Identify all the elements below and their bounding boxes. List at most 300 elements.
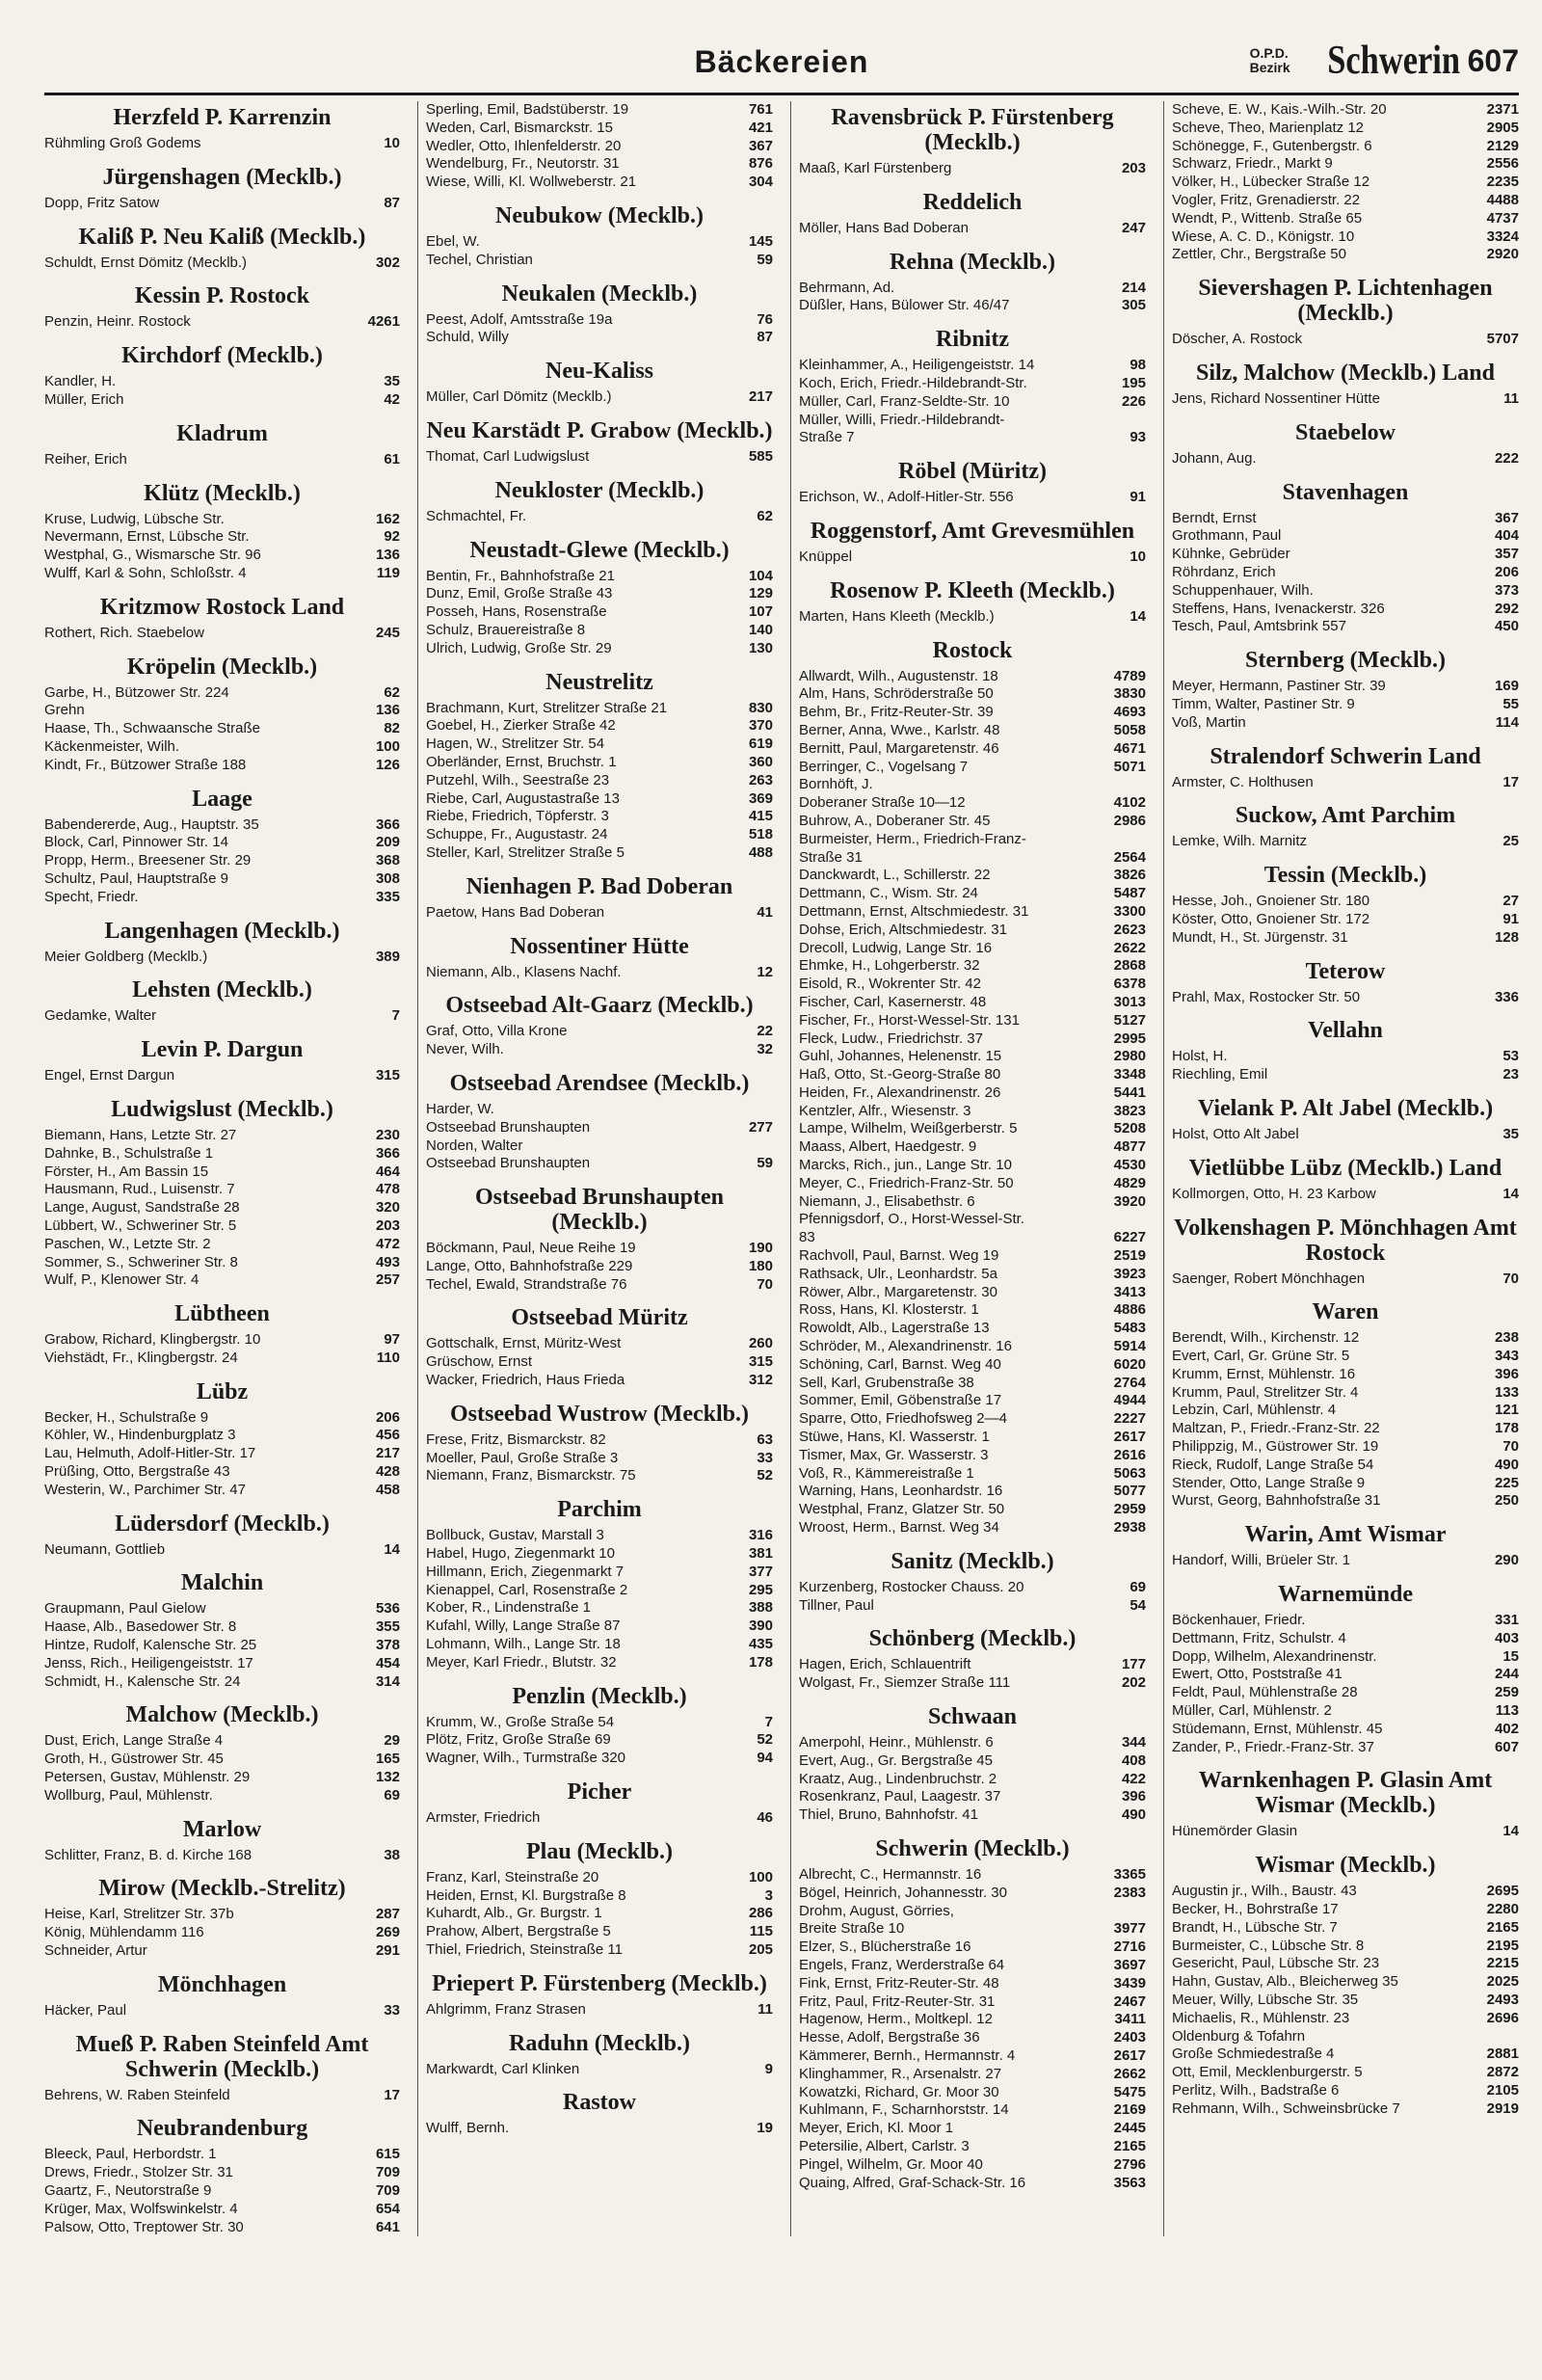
listing-entry [44, 1655, 400, 1673]
entry-name: Weden, Carl, Bismarckstr. 15 [426, 119, 613, 136]
place-heading: Mirow (Mecklb.-Strelitz) [98, 1876, 346, 1902]
entry-name: Wurst, Georg, Bahnhofstraße 31 [1172, 1492, 1381, 1510]
place-heading: Reddelich [922, 189, 1023, 215]
entry-phone: 226 [1121, 392, 1146, 410]
entry-name: Rehmann, Wilh., Schweinsbrücke 7 [1172, 2099, 1400, 2117]
entry-name: Röhrdanz, Erich [1172, 563, 1276, 580]
entry-phone: 59 [757, 1155, 773, 1172]
entry-name: Frese, Fritz, Bismarckstr. 82 [426, 1431, 606, 1448]
listing-entry [799, 849, 1146, 868]
entry-phone: 2165 [1113, 2137, 1146, 2154]
entry-name: Steller, Karl, Strelitzer Straße 5 [426, 843, 625, 861]
entry-name: Böckenhauer, Friedr. [1172, 1612, 1306, 1629]
entry-phone: 2623 [1113, 921, 1146, 938]
entry-name: Lebzin, Carl, Mühlenstr. 4 [1172, 1402, 1337, 1419]
listing-entry [1172, 678, 1519, 696]
entry-phone: 3826 [1113, 867, 1146, 884]
listing-entry [1172, 1938, 1519, 1956]
listing-entry [426, 1041, 773, 1059]
entry-phone: 876 [748, 155, 773, 173]
entry-name: Haase, Alb., Basedower Str. 8 [44, 1618, 237, 1636]
entry-name: Kleinhammer, A., Heiligengeiststr. 14 [799, 357, 1035, 374]
entry-phone: 19 [757, 2120, 773, 2137]
entry-name: Kentzler, Alfr., Wiesenstr. 3 [799, 1102, 971, 1119]
listing-entry [426, 252, 773, 270]
listing-entry [799, 1229, 1146, 1247]
listing-entry [1172, 2046, 1519, 2064]
listing-entry [799, 2011, 1146, 2029]
entry-name: Ebel, W. [426, 232, 480, 250]
listing-entry [799, 722, 1146, 740]
listing-entry [799, 1656, 1146, 1674]
place-heading: Rostock [932, 637, 1013, 663]
entry-name: Dust, Erich, Lange Straße 4 [44, 1732, 224, 1750]
entry-name: Palsow, Otto, Treptower Str. 30 [44, 2218, 244, 2235]
entry-name: Biemann, Hans, Letzte Str. 27 [44, 1126, 237, 1143]
entry-name: Wendt, P., Wittenb. Straße 65 [1172, 209, 1363, 227]
entry-phone: 136 [375, 547, 400, 564]
entry-name: Sparre, Otto, Friedhofsweg 2—4 [799, 1410, 1007, 1428]
listing-entry [426, 700, 773, 718]
listing-entry [799, 1392, 1146, 1410]
entry-name: Stender, Otto, Lange Straße 9 [1172, 1474, 1366, 1491]
entry-phone: 94 [757, 1750, 773, 1767]
listing-entry [44, 1732, 400, 1751]
place-heading: Vielank P. Alt Jabel (Mecklb.) [1197, 1095, 1494, 1121]
place-heading: Kröpelin (Mecklb.) [126, 654, 318, 680]
place-heading: Vellahn [1308, 1018, 1383, 1044]
opd-label: O.P.D. [1249, 45, 1289, 61]
entry-phone: 2616 [1113, 1446, 1146, 1463]
listing-entry [1172, 138, 1519, 156]
entry-phone: 129 [748, 585, 773, 602]
entry-name: Graupmann, Paul Gielow [44, 1600, 206, 1618]
entry-phone: 4261 [367, 313, 400, 331]
entry-phone: 4671 [1113, 739, 1146, 757]
entry-phone: 145 [748, 232, 773, 250]
listing-entry [799, 1066, 1146, 1084]
listing-entry [1172, 1126, 1519, 1144]
entry-name: Ostseebad Brunshaupten [426, 1118, 591, 1136]
entry-name: Jenss, Rich., Heiligengeiststr. 17 [44, 1654, 253, 1671]
entry-name: Fritz, Paul, Fritz-Reuter-Str. 31 [799, 1992, 996, 2010]
listing-entry [44, 1751, 400, 1769]
entry-name: Armster, Friedrich [426, 1809, 541, 1827]
listing-entry [426, 772, 773, 790]
listing-entry [426, 844, 773, 863]
entry-name: Drecoll, Ludwig, Lange Str. 16 [799, 939, 993, 956]
listing-entry [426, 2120, 773, 2138]
place-heading: Mönchhagen [157, 1971, 287, 1997]
entry-phone: 214 [1121, 279, 1146, 296]
listing-entry [44, 949, 400, 967]
entry-name: Schöning, Carl, Barnst. Weg 40 [799, 1355, 1001, 1373]
listing-entry [799, 1320, 1146, 1338]
entry-phone: 2764 [1113, 1374, 1146, 1391]
place-heading: Marlow [182, 1816, 262, 1842]
listing-entry [1172, 1612, 1519, 1630]
entry-name: Wiese, A. C. D., Königstr. 10 [1172, 227, 1355, 245]
listing-entry [1172, 714, 1519, 733]
listing-entry [799, 1103, 1146, 1121]
entry-name: Käckenmeister, Wilh. [44, 737, 180, 755]
listing-entry [799, 1993, 1146, 2012]
listing-entry [44, 1427, 400, 1445]
entry-phone: 4693 [1113, 704, 1146, 721]
listing-entry [799, 1048, 1146, 1066]
entry-phone: 4886 [1113, 1301, 1146, 1319]
listing-entry [426, 1809, 773, 1828]
entry-phone: 206 [375, 1408, 400, 1426]
listing-entry [799, 1247, 1146, 1266]
listing-entry [1172, 527, 1519, 546]
listing-entry [1172, 1955, 1519, 1973]
entry-name: Hagen, W., Strelitzer Str. 54 [426, 735, 605, 753]
entry-phone: 5127 [1113, 1011, 1146, 1029]
entry-name: Wedler, Otto, Ihlenfelderstr. 20 [426, 137, 622, 154]
entry-phone: 33 [384, 2001, 400, 2019]
entry-name: Hesse, Adolf, Bergstraße 36 [799, 2029, 980, 2046]
entry-name: Neumann, Gottlieb [44, 1540, 166, 1558]
listing-entry [799, 2175, 1146, 2193]
listing-entry [799, 160, 1146, 178]
entry-phone: 119 [376, 564, 400, 581]
listing-entry [426, 1887, 773, 1906]
entry-name: Müller, Carl, Franz-Seldte-Str. 10 [799, 392, 1010, 410]
entry-phone: 2905 [1486, 119, 1519, 136]
place-heading: Neubrandenburg [136, 2116, 308, 2142]
entry-phone: 312 [748, 1372, 773, 1389]
listing-entry [799, 412, 1146, 430]
entry-name: Warning, Hans, Leonhardstr. 16 [799, 1483, 1003, 1500]
entry-name: Gesericht, Paul, Lübsche Str. 23 [1172, 1955, 1380, 1972]
entry-name: Penzin, Heinr. Rostock [44, 313, 191, 331]
entry-name: Kuhardt, Alb., Gr. Burgstr. 1 [426, 1905, 602, 1922]
entry-name: Krumm, Paul, Strelitzer Str. 4 [1172, 1383, 1359, 1401]
place-heading: Suckow, Amt Parchim [1235, 803, 1456, 829]
entry-phone: 464 [375, 1163, 400, 1180]
listing-entry [1172, 2010, 1519, 2028]
listing-entry [799, 1193, 1146, 1212]
entry-name: Evert, Carl, Gr. Grüne Str. 5 [1172, 1348, 1350, 1365]
entry-phone: 245 [375, 624, 400, 641]
entry-name: Krumm, Ernst, Mühlenstr. 16 [1172, 1365, 1356, 1382]
listing-entry [1172, 155, 1519, 174]
listing-entry [1172, 1648, 1519, 1667]
entry-name: Fleck, Ludw., Friedrichstr. 37 [799, 1030, 983, 1047]
listing-entry [1172, 1721, 1519, 1739]
listing-entry [44, 702, 400, 720]
columns [44, 101, 1519, 2236]
listing-entry [426, 1750, 773, 1768]
entry-name: Franz, Karl, Steinstraße 20 [426, 1868, 599, 1885]
entry-name: Haase, Th., Schwaansche Straße [44, 720, 261, 737]
entry-name: Fischer, Fr., Horst-Wessel-Str. 131 [799, 1011, 1020, 1029]
place-heading: Vietlübbe Lübz (Mecklb.) Land [1188, 1155, 1502, 1181]
entry-phone: 357 [1494, 546, 1519, 563]
entry-name: Steffens, Hans, Ivenackerstr. 326 [1172, 600, 1385, 617]
listing-entry [1172, 1048, 1519, 1066]
entry-phone: 17 [1502, 773, 1519, 790]
entry-phone: 92 [384, 528, 400, 546]
entry-phone: 59 [757, 251, 773, 268]
listing-entry [426, 155, 773, 174]
listing-entry [799, 1266, 1146, 1284]
place-heading: Staebelow [1295, 419, 1396, 445]
entry-phone: 308 [375, 869, 400, 887]
entry-name: Scheve, E. W., Kais.-Wilh.-Str. 20 [1172, 101, 1387, 118]
entry-phone: 132 [375, 1769, 400, 1786]
listing-entry [426, 1137, 773, 1156]
entry-phone: 292 [1494, 600, 1519, 617]
listing-entry [426, 640, 773, 658]
entry-phone: 93 [1130, 429, 1146, 446]
entry-phone: 2556 [1486, 155, 1519, 173]
listing-entry [44, 1463, 400, 1482]
place-heading: Warnkenhagen P. Glasin Amt Wismar (Mecklb.) [1198, 1768, 1493, 1819]
entry-name: Ehmke, H., Lohgerberstr. 32 [799, 957, 980, 975]
entry-phone: 5058 [1113, 721, 1146, 738]
entry-name: Müller, Carl Dömitz (Mecklb.) [426, 388, 612, 406]
entry-name: Schröder, M., Alexandrinenstr. 16 [799, 1338, 1012, 1355]
listing-entry [799, 2120, 1146, 2138]
entry-name: Gaartz, F., Neutorstraße 9 [44, 2182, 212, 2200]
entry-name: Zander, P., Friedr.-Franz-Str. 37 [1172, 1738, 1374, 1755]
listing-entry [1172, 1270, 1519, 1289]
listing-entry [799, 1157, 1146, 1175]
entry-name: Wolgast, Fr., Siemzer Straße 111 [799, 1674, 1011, 1692]
place-heading: Raduhn (Mecklb.) [508, 2030, 691, 2056]
entry-name: Doberaner Straße 10—12 [799, 794, 966, 812]
entry-name: Becker, H., Bohrstraße 17 [1172, 1901, 1339, 1918]
listing-entry [426, 2001, 773, 2019]
entry-phone: 69 [1130, 1578, 1146, 1595]
entry-phone: 70 [1502, 1438, 1519, 1456]
listing-entry [799, 1375, 1146, 1393]
entry-name: Breite Straße 10 [799, 1920, 905, 1938]
entry-phone: 217 [375, 1445, 400, 1462]
entry-phone: 314 [375, 1672, 400, 1690]
entry-phone: 428 [375, 1463, 400, 1481]
entry-phone: 110 [376, 1349, 400, 1366]
listing-entry [426, 1582, 773, 1600]
listing-entry [1172, 696, 1519, 714]
place-heading: Schwaan [927, 1704, 1018, 1729]
listing-entry [799, 885, 1146, 903]
place-heading: Lehsten (Mecklb.) [132, 977, 312, 1003]
entry-phone: 15 [1502, 1647, 1519, 1665]
entry-name: Oldenburg & Tofahrn [1172, 2027, 1306, 2045]
entry-name: Bentin, Fr., Bahnhofstraße 21 [426, 567, 615, 584]
entry-name: Düßler, Hans, Bülower Str. 46/47 [799, 297, 1010, 314]
place-heading: Klütz (Mecklb.) [144, 480, 301, 506]
listing-entry [426, 1258, 773, 1276]
entry-phone: 615 [375, 2146, 400, 2163]
entry-name: Ott, Emil, Mecklenburgerstr. 5 [1172, 2064, 1363, 2081]
entry-name: Förster, H., Am Bassin 15 [44, 1163, 209, 1180]
entry-name: Bornhöft, J. [799, 776, 873, 793]
place-heading: Kirchdorf (Mecklb.) [121, 343, 323, 369]
entry-phone: 178 [748, 1653, 773, 1671]
listing-entry [1172, 1475, 1519, 1493]
entry-name: Perlitz, Wilh., Badstraße 6 [1172, 2082, 1340, 2099]
listing-entry [1172, 390, 1519, 409]
entry-phone: 290 [1494, 1552, 1519, 1569]
listing-entry [1172, 618, 1519, 636]
entry-name: Große Schmiedestraße 4 [1172, 2046, 1335, 2063]
entry-name: Heiden, Ernst, Kl. Burgstraße 8 [426, 1886, 626, 1904]
entry-phone: 2617 [1113, 2046, 1146, 2064]
entry-phone: 14 [1502, 1823, 1519, 1840]
entry-phone: 165 [375, 1751, 400, 1768]
listing-entry [426, 754, 773, 772]
entry-phone: 830 [748, 699, 773, 716]
entry-phone: 70 [1502, 1270, 1519, 1287]
entry-phone: 2165 [1486, 1918, 1519, 1936]
entry-name: Drohm, August, Görries, [799, 1902, 954, 1919]
entry-phone: 209 [375, 834, 400, 851]
entry-name: Schulz, Brauereistraße 8 [426, 621, 586, 638]
entry-phone: 3823 [1113, 1102, 1146, 1119]
entry-phone: 3413 [1113, 1283, 1146, 1300]
entry-name: Dettmann, Ernst, Altschmiedestr. 31 [799, 902, 1029, 920]
entry-phone: 415 [748, 808, 773, 825]
place-heading: Sievershagen P. Lichtenhagen (Mecklb.) [1198, 276, 1493, 327]
entry-name: Röwer, Albr., Margaretenstr. 30 [799, 1283, 997, 1300]
entry-phone: 709 [375, 2182, 400, 2200]
place-heading: Malchow (Mecklb.) [125, 1702, 319, 1728]
entry-name: Lemke, Wilh. Marnitz [1172, 833, 1308, 850]
entry-phone: 205 [748, 1941, 773, 1959]
listing-entry [799, 1429, 1146, 1447]
listing-entry [1172, 893, 1519, 911]
place-heading: Rehna (Mecklb.) [890, 249, 1055, 275]
listing-entry [799, 1483, 1146, 1501]
listing-entry [799, 1410, 1146, 1429]
entry-phone: 238 [1494, 1329, 1519, 1347]
listing-entry [1172, 1552, 1519, 1570]
entry-name: Wacker, Friedrich, Haus Frieda [426, 1372, 625, 1389]
entry-name: Dohse, Erich, Altschmiedestr. 31 [799, 921, 1007, 938]
entry-name: Quaing, Alfred, Graf-Schack-Str. 16 [799, 2174, 1026, 2191]
listing-entry [44, 2219, 400, 2237]
entry-name: Petersilie, Albert, Carlstr. 3 [799, 2137, 970, 2154]
entry-phone: 91 [1502, 910, 1519, 927]
listing-entry [44, 1217, 400, 1236]
listing-entry [1172, 1384, 1519, 1403]
entry-phone: 6378 [1113, 976, 1146, 993]
entry-phone: 2371 [1486, 101, 1519, 118]
entry-name: Holst, Otto Alt Jabel [1172, 1125, 1299, 1142]
entry-name: Niemann, Alb., Klasens Nachf. [426, 963, 622, 980]
listing-entry [426, 1023, 773, 1041]
entry-name: Nevermann, Ernst, Lübsche Str. [44, 528, 250, 546]
listing-entry [1172, 228, 1519, 247]
entry-name: Paschen, W., Letzte Str. 2 [44, 1235, 211, 1252]
listing-entry [426, 1155, 773, 1173]
entry-phone: 4530 [1113, 1157, 1146, 1174]
entry-name: Dettmann, C., Wism. Str. 24 [799, 885, 978, 902]
listing-entry [426, 790, 773, 809]
listing-entry [799, 994, 1146, 1012]
listing-entry [44, 1600, 400, 1618]
listing-entry [1172, 1402, 1519, 1420]
entry-name: Prahl, Max, Rostocker Str. 50 [1172, 988, 1361, 1005]
listing-entry [1172, 192, 1519, 210]
listing-entry [799, 1120, 1146, 1138]
place-heading: Neu Karstädt P. Grabow (Mecklb.) [426, 417, 773, 443]
listing-entry [799, 1084, 1146, 1103]
entry-name: Becker, H., Schulstraße 9 [44, 1408, 209, 1426]
entry-phone: 202 [1121, 1674, 1146, 1692]
listing-entry [426, 1564, 773, 1582]
entry-phone: 6020 [1113, 1355, 1146, 1373]
entry-phone: 17 [384, 2086, 400, 2103]
entry-phone: 2938 [1113, 1519, 1146, 1537]
listing-entry [799, 813, 1146, 831]
entry-phone: 456 [375, 1427, 400, 1444]
listing-entry [1172, 601, 1519, 619]
entry-phone: 4829 [1113, 1174, 1146, 1191]
listing-entry [799, 1788, 1146, 1806]
entry-phone: 203 [375, 1217, 400, 1234]
listing-entry [799, 393, 1146, 412]
listing-entry [426, 1353, 773, 1372]
listing-entry [44, 2164, 400, 2182]
entry-phone: 454 [375, 1654, 400, 1671]
place-heading: Neustadt-Glewe (Mecklb.) [469, 537, 730, 563]
listing-entry [1172, 911, 1519, 929]
entry-name: Behm, Br., Fritz-Reuter-Str. 39 [799, 704, 994, 721]
listing-entry [799, 1806, 1146, 1825]
listing-entry [799, 1447, 1146, 1465]
entry-phone: 316 [748, 1527, 773, 1544]
entry-phone: 320 [375, 1199, 400, 1217]
entry-phone [1102, 412, 1146, 430]
entry-name: Drews, Friedr., Stolzer Str. 31 [44, 2164, 233, 2181]
entry-name: Vogler, Fritz, Grenadierstr. 22 [1172, 191, 1361, 208]
entry-name: Prüßing, Otto, Bergstraße 43 [44, 1463, 230, 1481]
listing-entry [44, 373, 400, 391]
listing-entry [44, 565, 400, 583]
entry-name: Allwardt, Wilh., Augustenstr. 18 [799, 667, 998, 684]
place-heading: Lübtheen [174, 1301, 270, 1327]
entry-phone [729, 1101, 773, 1119]
entry-name: Oberländer, Ernst, Bruchstr. 1 [426, 753, 617, 770]
listing-entry [1172, 2082, 1519, 2100]
entry-phone: 5475 [1113, 2083, 1146, 2100]
entry-name: Meyer, Erich, Kl. Moor 1 [799, 2120, 954, 2137]
listing-entry [799, 1920, 1146, 1939]
entry-phone: 2445 [1113, 2120, 1146, 2137]
listing-entry [799, 1734, 1146, 1752]
listing-entry [799, 1752, 1146, 1771]
place-heading: Neustrelitz [545, 669, 653, 695]
entry-name: Rühmling Groß Godems [44, 135, 201, 151]
entry-phone: 128 [1494, 928, 1519, 946]
entry-phone: 2403 [1113, 2029, 1146, 2046]
entry-phone: 35 [384, 373, 400, 390]
entry-phone: 217 [748, 388, 773, 406]
entry-phone: 450 [1494, 618, 1519, 635]
entry-name: Schmachtel, Fr. [426, 507, 527, 524]
listing-entry [799, 685, 1146, 704]
place-heading: Sternberg (Mecklb.) [1245, 648, 1446, 674]
listing-entry [44, 391, 400, 410]
listing-entry [1172, 120, 1519, 138]
place-heading: Roggenstorf, Amt Grevesmühlen [810, 518, 1135, 544]
listing-entry [799, 1939, 1146, 1957]
